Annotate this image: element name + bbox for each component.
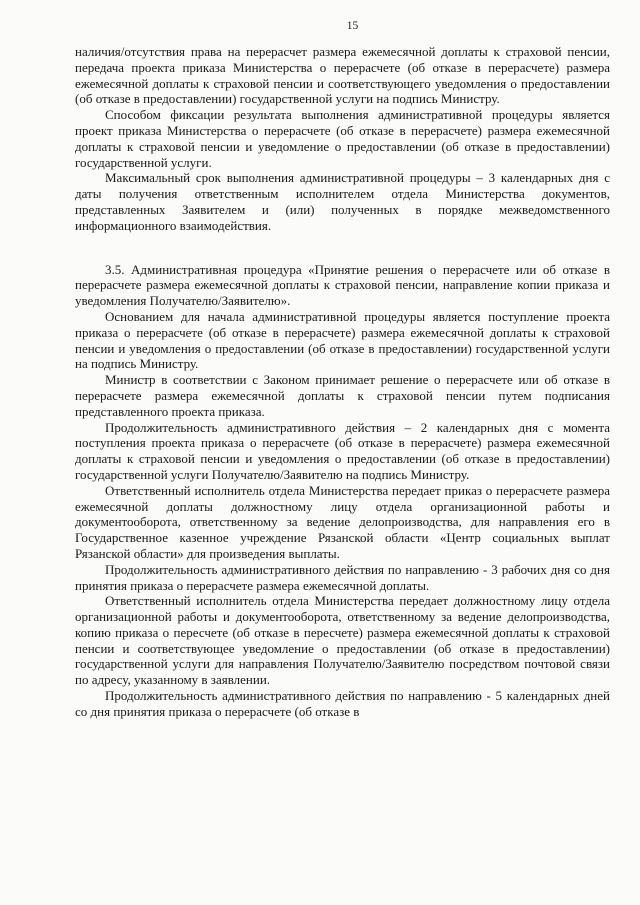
paragraph-max-duration: Максимальный срок выполнения административной процедуры – 3 календарных дня с даты получения ответственным исполнителем отдела Министерства документов, представленных Заявителем и (или) полученных в порядке межведомственного информационного взаимодействия. bbox=[75, 170, 610, 233]
page-number: 15 bbox=[346, 20, 359, 32]
paragraph-fixation-method: Способом фиксации результата выполнения административной процедуры является проект приказа Министерства о перерасчете (об отказе в перерасчете) размера ежемесячной доплаты к страховой пенсии и уведомление о предоставлении (об отказе в предоставлении) государственной услуги. bbox=[75, 107, 610, 170]
paragraph-copy-transfer: Ответственный исполнитель отдела Министерства передает должностному лицу отдела организационной работы и документооборота, ответственному за ведение делопроизводства, копию приказа о пересчете (об отказе в пересчете) размера ежемесячной доплаты к страховой пенсии и соответствующее уведомление о предоставлении (об отказе в предоставлении) государственной услуги для направления Получателю/Заявителю посредством почтовой связи по адресу, указанному в заявлении. bbox=[75, 593, 610, 688]
paragraph-procedure-basis: Основанием для начала административной процедуры является поступление проекта приказа о перерасчете (об отказе в перерасчете) размера ежемесячной доплаты к страховой пенсии и уведомления о предоставлении (об отказе в предоставлении) государственной услуги на подпись Министру. bbox=[75, 308, 610, 372]
paragraph-minister-decision: Министр в соответствии с Законом принимает решение о перерасчете или об отказе в перерасчете размера ежемесячной доплаты к страховой пенсии путем подписания представленного проекта приказа. bbox=[75, 372, 610, 419]
paragraph-result-transfer: наличия/отсутствия права на перерасчет размера ежемесячной доплаты к страховой пенсии, передача проекта приказа Министерства о перерасчете (об отказе в перерасчете) размера ежемесячной доплаты к страховой пенсии и соответствующего уведомления о предоставлении (об отказе в предоставлении) государственной услуги на подпись Министру. bbox=[75, 44, 610, 107]
paragraph-order-transfer: Ответственный исполнитель отдела Министерства передает приказ о перерасчете размера ежемесячной доплаты должностному лицу отдела организационной работы и документооборота, ответственному за ведение делопроизводства, для направления его в Государственное казенное учреждение Рязанской области «Центр социальных выплат Рязанской области» для произведения выплаты. bbox=[75, 482, 610, 561]
paragraph-duration-3-days: Продолжительность административного действия по направлению - 3 рабочих дня со дня принятия приказа о перерасчете размера ежемесячной доплаты. bbox=[75, 561, 610, 593]
section-heading-3-5: 3.5. Административная процедура «Принятие решения о перерасчете или об отказе в перерасчете размера ежемесячной доплаты к страховой пенсии, направление копии приказа и уведомления Получателю/Заявителю». bbox=[75, 261, 610, 309]
paragraph-duration-2-days: Продолжительность административного действия – 2 календарных дня с момента поступления проекта приказа о перерасчете (об отказе в перерасчете) размера ежемесячной доплаты к страховой пенсии и уведомления о предоставлении (об отказе в предоставлении) государственной услуги Получателю/Заявителю на подпись Министру. bbox=[75, 419, 610, 482]
paragraph-duration-5-days: Продолжительность административного действия по направлению - 5 календарных дней со дня принятия приказа о перерасчете (об отказе в bbox=[75, 688, 610, 719]
section-spacer bbox=[75, 234, 610, 262]
